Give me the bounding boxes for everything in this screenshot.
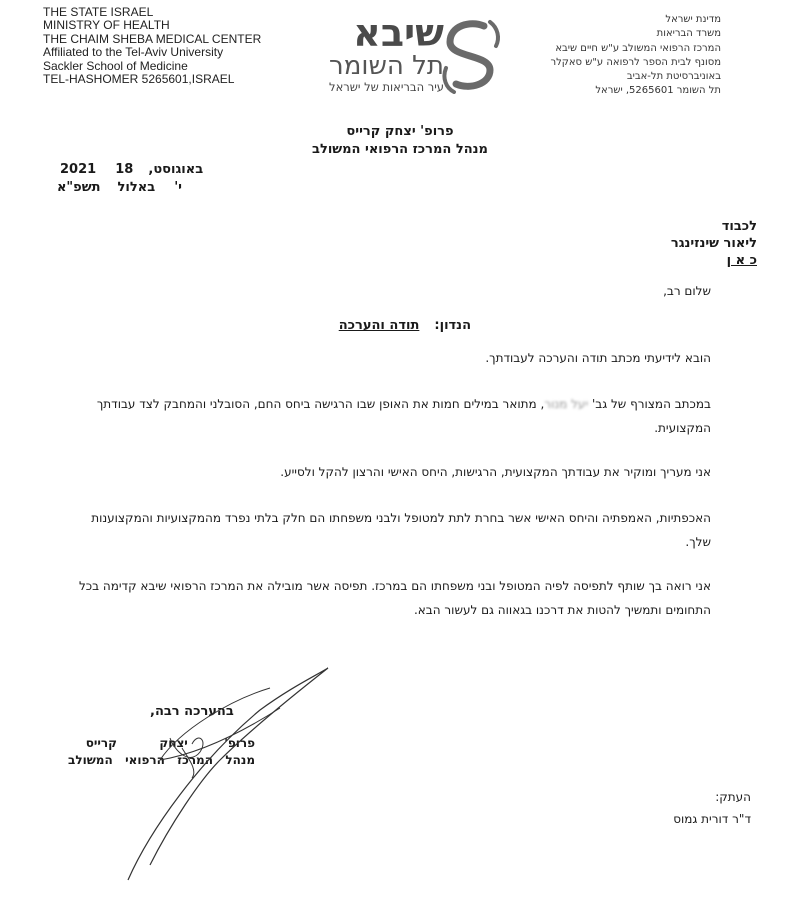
recipient-here: כ א ן bbox=[726, 253, 757, 268]
date-gregorian bbox=[60, 162, 203, 177]
paragraph-4-line2: שלך. bbox=[685, 535, 711, 549]
paragraph-2-end: המקצועית. bbox=[654, 421, 711, 435]
signature bbox=[100, 660, 340, 890]
date-month: באוגוסט, bbox=[148, 162, 204, 177]
redacted-name: יעל מנור bbox=[544, 397, 589, 411]
letterhead-line: באוניברסיטת תל-אביב bbox=[626, 71, 721, 83]
closing-regards: בהערכה רבה, bbox=[150, 704, 234, 719]
subject-label: הנדון: bbox=[434, 318, 471, 333]
hebrew-year: תשפ"א bbox=[56, 180, 101, 195]
letterhead-line: Affiliated to the Tel-Aviv University bbox=[43, 45, 224, 60]
closing-last: קרייס bbox=[85, 736, 117, 750]
logo-name: שיבא bbox=[353, 11, 444, 55]
letterhead-english bbox=[43, 6, 261, 86]
paragraph-4-line1: האכפתיות, האמפתיה והיחס האישי אשר בחרת לתת למטופל ולבני משפחתו הם חלק בלתי נפרד מהמקצועיות והמקצוענות bbox=[91, 511, 711, 525]
subject-line bbox=[339, 318, 471, 333]
logo-subtitle: תל השומר bbox=[329, 51, 444, 81]
sender-title: מנהל המרכז הרפואי המשולב bbox=[312, 142, 488, 157]
logo-tagline: עיר הבריאות של ישראל bbox=[329, 80, 444, 94]
hebrew-day: י' bbox=[174, 180, 182, 195]
sender-name: פרופ' יצחק קרייס bbox=[346, 124, 454, 139]
letterhead-line: TEL-HASHOMER 5265601,ISRAEL bbox=[43, 72, 235, 87]
date-year: 2021 bbox=[60, 162, 97, 177]
sheba-logo-text bbox=[300, 11, 444, 94]
letterhead-line: THE CHAIM SHEBA MEDICAL CENTER bbox=[43, 31, 262, 46]
paragraph-2-rest: , מתואר במילים חמות את האופן שבו הרגישה ביחס החם, הסובלני והמחבק לצד עבודתך bbox=[96, 397, 545, 411]
paragraph-1: הובא לידיעתי מכתב תודה והערכה לעבודתך. bbox=[485, 351, 711, 365]
paragraph-3: אני מעריך ומוקיר את עבודתך המקצועית, הרגישות, היחס האישי והרצון להקל ולסייע. bbox=[280, 465, 711, 479]
greeting: שלום רב, bbox=[663, 284, 711, 298]
paragraph-4 bbox=[11, 506, 711, 554]
closing-role-4: המשולב bbox=[68, 753, 113, 767]
letterhead-line: THE STATE ISRAEL bbox=[43, 5, 154, 19]
paragraph-2-start: במכתב המצורף של גב' bbox=[591, 397, 711, 411]
letterhead-hebrew bbox=[550, 13, 721, 99]
date-day: 18 bbox=[115, 162, 134, 177]
closing-first: יצחק bbox=[159, 736, 188, 750]
letterhead-line: משרד הבריאות bbox=[656, 28, 721, 40]
letterhead-line: מדינת ישראל bbox=[665, 14, 721, 25]
recipient-to: לכבוד bbox=[721, 219, 757, 234]
letterhead-line: המרכז הרפואי המשולב ע"ש חיים שיבא bbox=[555, 42, 721, 54]
date-hebrew bbox=[56, 180, 182, 195]
recipient-name: ליאור שינזינגר bbox=[670, 236, 757, 251]
paragraph-5-line1: אני רואה בך שותף לתפיסה לפיה המטופל ובני משפחתו הם במרכז. תפיסה אשר מובילה את המרכז הרפואי שיבא קדימה בכל bbox=[78, 579, 711, 593]
paragraph-5-line2: התחומים ותמשיך להטות את דרכנו בגאווה גם לעשור הבא. bbox=[413, 603, 711, 617]
closing-role-2: המרכז bbox=[177, 753, 213, 767]
closing-prof: פרופ' bbox=[224, 736, 255, 750]
closing-role-3: הרפואי bbox=[125, 753, 165, 767]
letterhead-line: Sackler School of Medicine bbox=[43, 58, 188, 73]
paragraph-2 bbox=[11, 392, 711, 440]
hebrew-month: באלול bbox=[117, 180, 156, 195]
cc-label: העתק: bbox=[715, 790, 751, 804]
subject-text: תודה והערכה bbox=[338, 318, 420, 333]
letterhead-line: תל השומר 5265601, ישראל bbox=[595, 85, 721, 97]
letterhead-line: MINISTRY OF HEALTH bbox=[43, 18, 170, 33]
sheba-logo-icon bbox=[440, 18, 502, 94]
paragraph-5 bbox=[11, 574, 711, 622]
letterhead-line: מסונף לבית הספר לרפואה ע"ש סאקלר bbox=[550, 56, 721, 68]
closing-role-1: מנהל bbox=[225, 753, 255, 767]
cc-name: ד"ר דורית גמוס bbox=[673, 812, 751, 826]
recipient-block bbox=[671, 218, 757, 269]
